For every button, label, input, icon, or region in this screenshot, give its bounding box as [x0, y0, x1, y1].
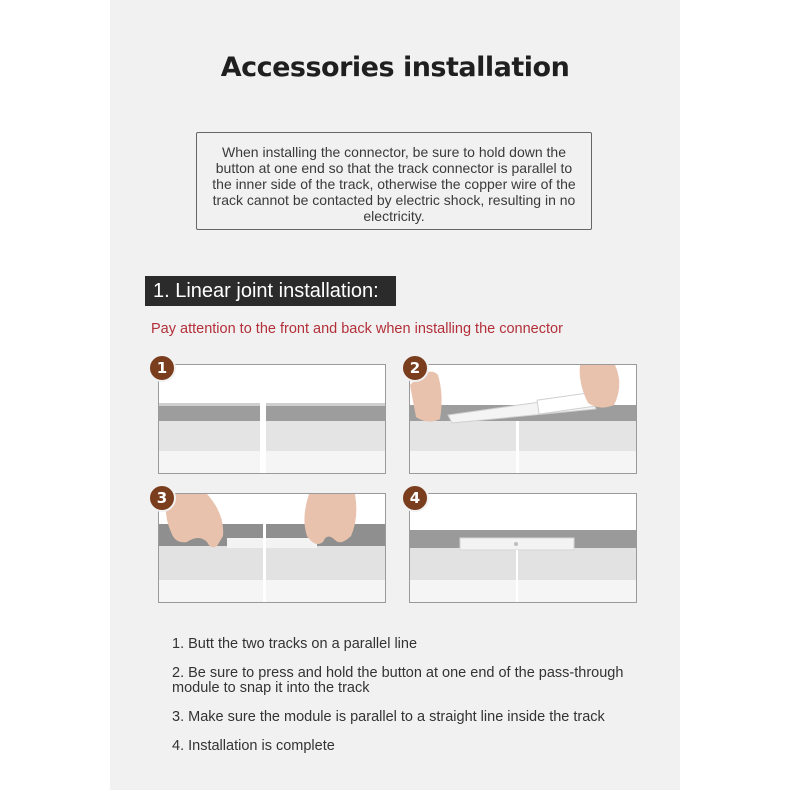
step-item: 1. Butt the two tracks on a parallel line — [172, 636, 418, 652]
step-item: 2. Be sure to press and hold the button at one end of the pass-through module to snap it into the track — [172, 665, 624, 696]
notice-box: When installing the connector, be sure to hold down the button at one end so that the track connector is parallel to the inner side of the track, otherwise the copper wire of the track cannot be contacted by electric shock, resulting in no electricity. — [196, 132, 592, 230]
step-badge-3: 3 — [148, 484, 176, 512]
step-list — [172, 637, 642, 768]
step-3-image — [158, 493, 386, 603]
step-item: 3. Make sure the module is parallel to a straight line inside the track — [172, 709, 605, 725]
step-1-image — [158, 364, 386, 474]
step-item: 4. Installation is complete — [172, 738, 335, 754]
step-badge-1: 1 — [148, 354, 176, 382]
step-badge-2: 2 — [401, 354, 429, 382]
page-title: Accessories installation — [220, 52, 570, 83]
section-heading: 1. Linear joint installation: — [145, 276, 396, 306]
step-2-image — [409, 364, 637, 474]
step-badge-4: 4 — [401, 484, 429, 512]
step-4-image — [409, 493, 637, 603]
attention-note: Pay attention to the front and back when installing the connector — [151, 321, 563, 337]
